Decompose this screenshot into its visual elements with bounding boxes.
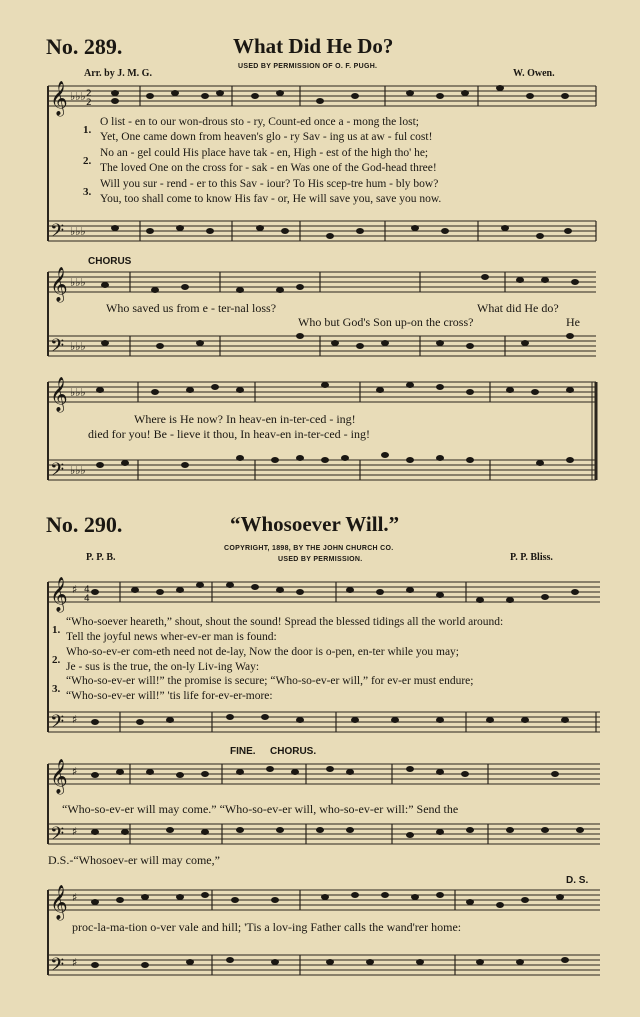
bass-clef-icon: 𝄢 [50, 712, 65, 737]
ds-label: D. S. [566, 875, 589, 886]
verse-line: Who-so-ev-er com-eth need not de-lay, Now the door is o-pen, en-ter while you may; [66, 646, 459, 658]
hymn-number: No. 290. [46, 512, 123, 537]
bass-clef-icon: 𝄢 [50, 824, 65, 849]
hymn-number: No. 289. [46, 34, 123, 59]
copyright-note: COPYRIGHT, 1898, BY THE JOHN CHURCH CO. [224, 545, 394, 552]
chorus-lyric: Who but God's Son up-on the cross? [298, 315, 474, 329]
fine-label: FINE. [230, 746, 256, 757]
arranger-credit: Arr. by J. M. G. [84, 68, 152, 79]
bass-clef-icon: 𝄢 [50, 221, 65, 246]
svg-text:♯: ♯ [72, 583, 78, 596]
svg-text:♯: ♯ [72, 765, 78, 778]
treble-clef-icon: 𝄞 [50, 577, 68, 612]
treble-clef-icon: 𝄞 [50, 377, 68, 412]
verse-line: O list - en to our won-drous sto - ry, Count-ed once a - mong the lost; [100, 116, 419, 128]
verse-number: 2. [52, 654, 61, 666]
composer-credit: W. Owen. [513, 68, 555, 79]
chorus-lyric: “Who-so-ev-er will may come.” “Who-so-ev-er will, who-so-ev-er will:” Send the [62, 802, 459, 816]
verse-line: Tell the joyful news wher-ev-er man is found: [66, 631, 277, 643]
svg-text:♯: ♯ [72, 825, 78, 838]
verse-line: You, too shall come to know His fav - or, He will save you, save you now. [100, 193, 442, 205]
treble-clef-icon: 𝄞 [50, 759, 68, 794]
chorus-lyric: Who saved us from e - ter-nal loss? [106, 301, 277, 315]
svg-text:♭♭♭: ♭♭♭ [70, 276, 86, 289]
chorus-lyric: What did He do? [477, 301, 559, 315]
chorus-lyric: died for you! Be - lieve it thou, In heav-en in-ter-ced - ing! [88, 427, 370, 441]
chorus-lyric: Where is He now? In heav-en in-ter-ced - ing! [134, 412, 356, 426]
verse-line: “Who-soever heareth,” shout, shout the sound! Spread the blessed tidings all the world around: [66, 616, 504, 628]
verse-line: “Who-so-ev-er will!” the promise is secure; “Who-so-ev-er will,” for ev-er must endure; [66, 675, 474, 687]
svg-text:♭♭♭: ♭♭♭ [70, 90, 86, 103]
svg-text:♭♭♭: ♭♭♭ [70, 386, 86, 399]
ds-lyric: D.S.-“Whosoev-er will may come,” [48, 853, 220, 867]
hymn-title: “Whosoever Will.” [230, 512, 400, 536]
hymn-title: What Did He Do? [233, 34, 394, 58]
svg-text:4: 4 [84, 594, 90, 604]
verse-number: 2. [83, 155, 92, 167]
treble-clef-icon: 𝄞 [50, 81, 68, 116]
svg-text:♭♭♭: ♭♭♭ [70, 340, 86, 353]
permission-note: USED BY PERMISSION OF O. F. PUGH. [238, 63, 378, 70]
svg-text:♭♭♭: ♭♭♭ [70, 464, 86, 477]
composer-credit: P. P. Bliss. [510, 552, 553, 563]
chorus-label: CHORUS [88, 256, 132, 267]
svg-text:4: 4 [84, 585, 90, 595]
chorus-label: CHORUS. [270, 746, 317, 757]
verse-line: No an - gel could His place have tak - en, High - est of the high tho' he; [100, 147, 429, 159]
permission-note: USED BY PERMISSION. [278, 556, 363, 563]
verse-line: “Who-so-ev-er will!” 'tis life for-ev-er-more: [66, 690, 273, 702]
bass-clef-icon: 𝄢 [50, 460, 65, 485]
verse-line: Will you sur - rend - er to this Sav - iour? To His scep-tre hum - bly bow? [100, 178, 439, 190]
bass-clef-icon: 𝄢 [50, 955, 65, 980]
svg-text:2: 2 [86, 98, 92, 108]
chorus-lyric: proc-la-ma-tion o-ver vale and hill; 'Tis a lov-ing Father calls the wand'rer home: [72, 920, 462, 934]
svg-text:2: 2 [86, 89, 92, 99]
arranger-credit: P. P. B. [86, 552, 116, 563]
svg-text:♭♭♭: ♭♭♭ [70, 225, 86, 238]
bass-clef-icon: 𝄢 [50, 336, 65, 361]
verse-line: Yet, One came down from heaven's glo - ry Sav - ing us at aw - ful cost! [100, 131, 433, 143]
verse-number: 3. [83, 186, 92, 198]
treble-clef-icon: 𝄞 [50, 267, 68, 302]
svg-text:♯: ♯ [72, 713, 78, 726]
verse-number: 1. [52, 624, 61, 636]
chorus-lyric: He [566, 315, 580, 329]
svg-text:♯: ♯ [72, 891, 78, 904]
treble-clef-icon: 𝄞 [50, 885, 68, 920]
verse-number: 1. [83, 124, 92, 136]
verse-line: The loved One on the cross for - sak - en Was one of the God-head three! [100, 162, 437, 174]
verse-number: 3. [52, 683, 61, 695]
svg-text:♯: ♯ [72, 956, 78, 969]
verse-line: Je - sus is the true, the on-ly Liv-ing Way: [66, 661, 260, 673]
